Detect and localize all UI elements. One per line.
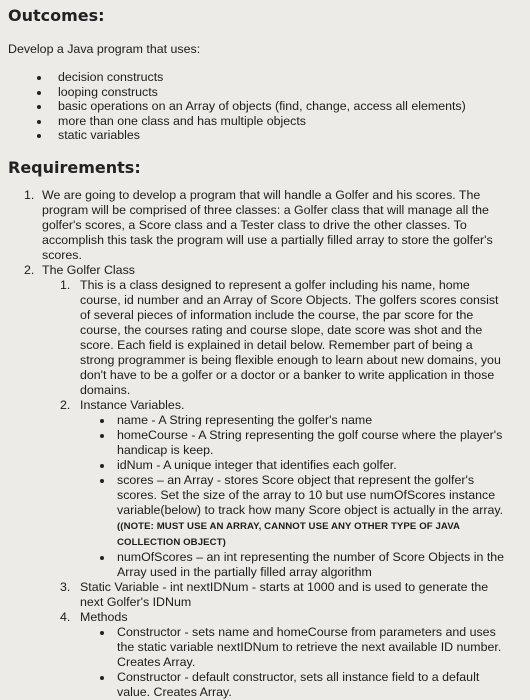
bullet-icon xyxy=(100,556,104,560)
item-text: The Golfer Class xyxy=(42,263,135,277)
instance-variable-idnum xyxy=(0,458,530,473)
bullet-icon xyxy=(100,434,104,438)
instance-variable-homecourse xyxy=(0,428,530,458)
array-note: ((NOTE: MUST USE AN ARRAY, CANNOT USE ANY OTHER TYPE OF JAVA COLLECTION OBJECT) xyxy=(117,521,460,548)
bullet-icon xyxy=(100,479,104,483)
outcome-item: decision constructs xyxy=(0,70,466,85)
bullet-text: Constructor - default constructor, sets all instance field to a default value. Creates Array. xyxy=(117,670,480,699)
instance-variables-item xyxy=(0,398,530,413)
item-number: 3. xyxy=(60,580,71,594)
bullet-text: idNum - A unique integer that identifies each golfer. xyxy=(117,458,397,472)
bullet-icon xyxy=(100,631,104,635)
item-number: 4. xyxy=(60,610,71,624)
outcomes-list xyxy=(0,70,466,143)
methods-item xyxy=(0,610,530,625)
item-text: Instance Variables. xyxy=(80,398,185,412)
bullet-text: name - A String representing the golfer's name xyxy=(117,413,373,427)
item-text: Static Variable - int nextIDNum - starts at 1000 and is used to generate the next Golfer's IDNum xyxy=(80,580,489,609)
item-text: We are going to develop a program that will handle a Golfer and his scores. The program will be comprised of three classes: a Golfer class that will manage all the golfer's scores, a Score class and a Tester class to drive the other classes. To accomplish this task the program will use a partially filled array to store the golfer's scores. xyxy=(42,188,493,262)
outcomes-intro: Develop a Java program that uses: xyxy=(8,42,201,56)
outcome-item: basic operations on an Array of objects (find, change, access all elements) xyxy=(0,99,466,114)
bullet-icon xyxy=(100,676,104,680)
static-variable-item xyxy=(0,580,530,610)
bullet-icon xyxy=(100,464,104,468)
bullet-icon xyxy=(100,419,104,423)
requirement-item-2 xyxy=(0,263,530,278)
bullet-text: scores – an Array - stores Score object that represent the golfer's scores. Set the size of the array to 10 but use numOfScores instance variable(below) to track how many Score object is actually in the array. xyxy=(117,473,504,517)
requirement-item-1 xyxy=(0,188,530,263)
item-number: 1. xyxy=(24,188,35,202)
instance-variable-numofscores xyxy=(0,550,530,580)
outcome-item: looping constructs xyxy=(0,85,466,100)
method-constructor xyxy=(0,625,530,670)
item-text: This is a class designed to represent a golfer including his name, home course, id number and an Array of Score Objects. The golfers scores consist of several pieces of information include the course, the par score for the course, the courses rating and course slope, date score was shot and the score. Each field is explained in detail below. Remember part of being a strong programmer is being flexible enough to learn about new domains, you don't have to be a golfer or a doctor or a banker to write application in those domains. xyxy=(80,278,501,397)
item-number: 2. xyxy=(60,398,71,412)
outcomes-heading: Outcomes: xyxy=(8,6,105,25)
method-default-constructor xyxy=(0,670,530,700)
bullet-text: numOfScores – an int representing the number of Score Objects in the Array used in the partially filled array algorithm xyxy=(117,550,505,579)
item-number: 1. xyxy=(60,278,71,292)
outcome-item: more than one class and has multiple objects xyxy=(0,114,466,129)
outcome-item: static variables xyxy=(0,128,466,143)
bullet-text: homeCourse - A String representing the golf course where the player's handicap is keep. xyxy=(117,428,503,457)
golfer-class-description xyxy=(0,278,530,398)
bullet-text: Constructor - sets name and homeCourse from parameters and uses the static variable nextIDNum to retrieve the next available ID number. Creates Array. xyxy=(117,625,502,669)
requirements-list xyxy=(0,188,530,700)
instance-variable-scores xyxy=(0,473,530,550)
item-text: Methods xyxy=(80,610,128,624)
instance-variable-name xyxy=(0,413,530,428)
requirements-heading: Requirements: xyxy=(8,158,141,177)
item-number: 2. xyxy=(24,263,35,277)
